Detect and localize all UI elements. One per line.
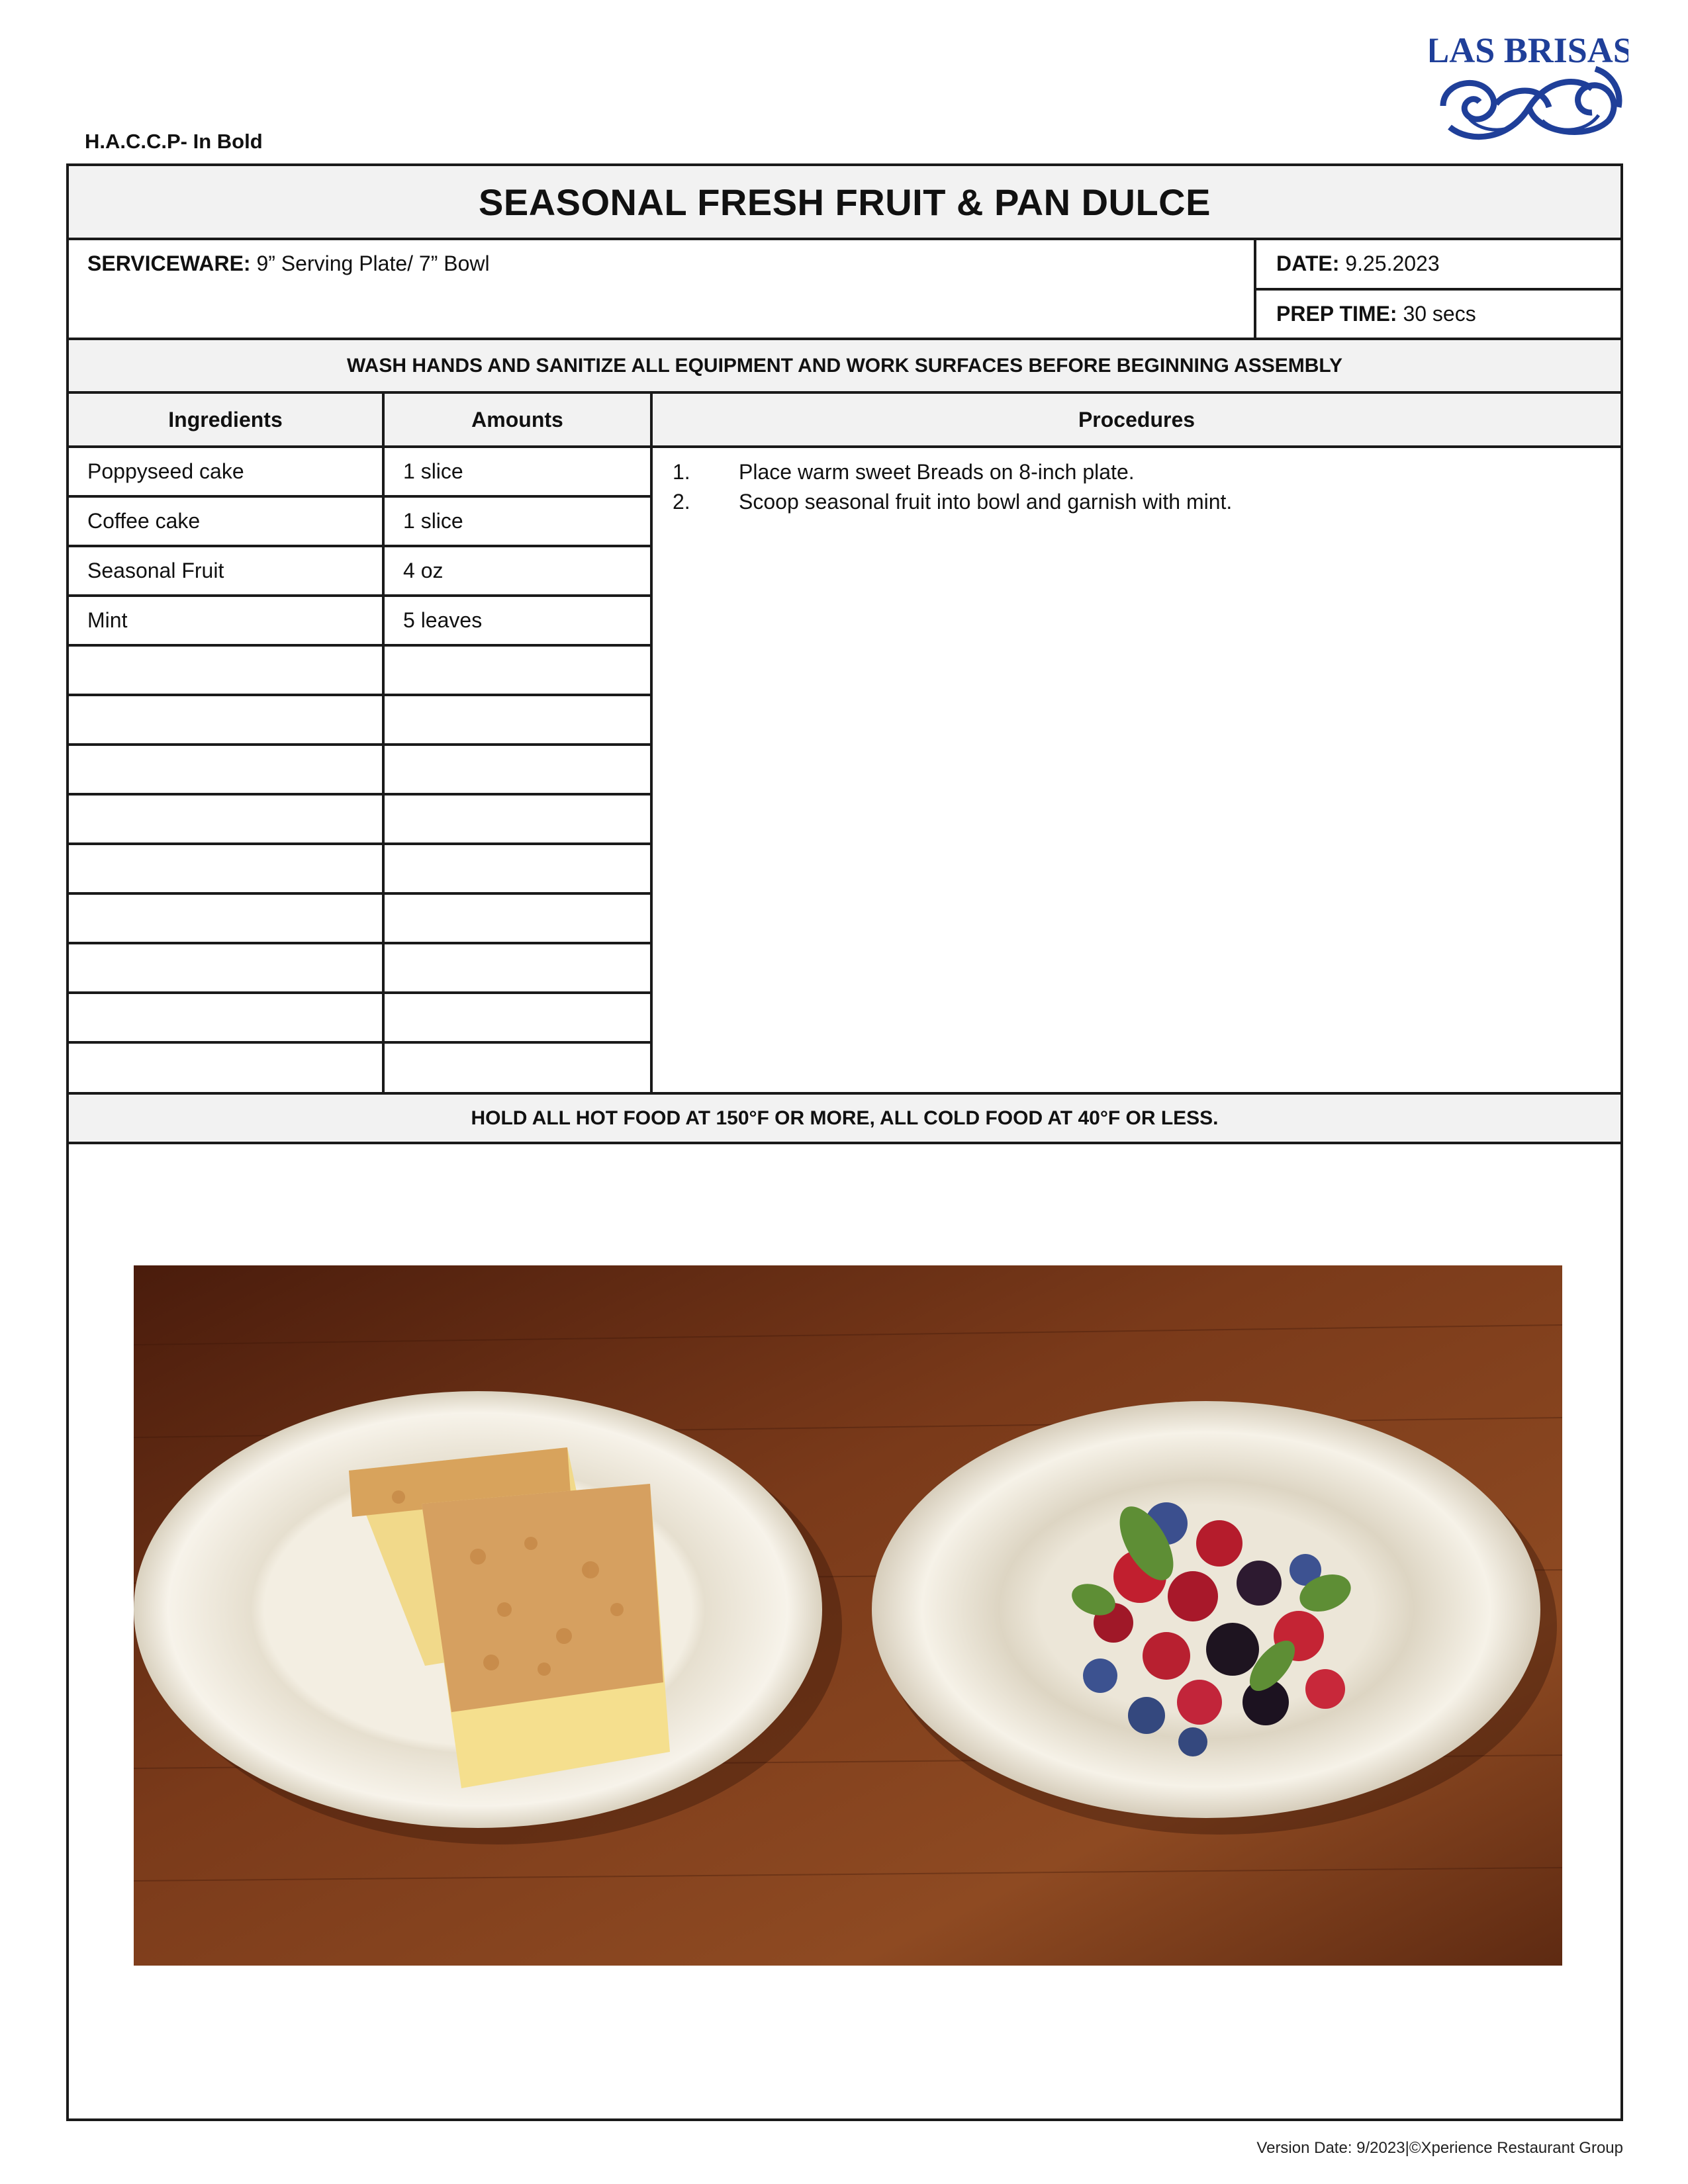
ingredient-amount — [385, 746, 653, 793]
date-label: DATE: — [1276, 251, 1340, 275]
table-row — [69, 696, 653, 746]
logo-text: LAS BRISAS — [1430, 30, 1628, 70]
ingredient-name — [69, 696, 385, 743]
table-row — [69, 547, 653, 597]
ingredients-header: Ingredients — [69, 394, 385, 448]
ingredient-name: Seasonal Fruit — [69, 547, 385, 594]
table-row — [69, 994, 653, 1044]
ingredient-amount — [385, 796, 653, 842]
recipe-card — [66, 163, 1623, 2121]
ingredient-name: Coffee cake — [69, 498, 385, 545]
serviceware-value: 9” Serving Plate/ 7” Bowl — [250, 251, 490, 275]
ingredient-name — [69, 1044, 385, 1093]
ingredient-amount — [385, 845, 653, 892]
date-value: 9.25.2023 — [1339, 251, 1440, 275]
table-row — [69, 448, 653, 498]
procedures-list — [653, 448, 1620, 1092]
procedure-text: Scoop seasonal fruit into bowl and garnish with mint. — [739, 490, 1233, 514]
prep-time-label: PREP TIME: — [1276, 302, 1397, 326]
prep-time-value: 30 secs — [1397, 302, 1476, 326]
hold-notice: HOLD ALL HOT FOOD AT 150°F OR MORE, ALL COLD FOOD AT 40°F OR LESS. — [69, 1092, 1620, 1144]
amounts-header: Amounts — [385, 394, 653, 448]
table-row — [69, 845, 653, 895]
serviceware-cell — [69, 240, 1256, 340]
las-brisas-logo — [1430, 28, 1628, 144]
ingredient-name — [69, 994, 385, 1041]
ingredient-name — [69, 746, 385, 793]
ingredient-amount: 1 slice — [385, 448, 653, 495]
ingredients-table — [69, 448, 653, 1093]
haccp-note: H.A.C.C.P- In Bold — [85, 130, 263, 153]
procedure-number: 1. — [673, 460, 690, 484]
recipe-title: SEASONAL FRESH FRUIT & PAN DULCE — [69, 166, 1620, 240]
dish-photo — [134, 1265, 1562, 1966]
table-row — [69, 647, 653, 696]
table-row — [69, 796, 653, 845]
ingredient-amount — [385, 944, 653, 991]
ingredient-amount: 5 leaves — [385, 597, 653, 644]
wash-notice: WASH HANDS AND SANITIZE ALL EQUIPMENT AND WORK SURFACES BEFORE BEGINNING ASSEMBLY — [69, 340, 1620, 394]
table-row — [69, 944, 653, 994]
ingredient-amount: 4 oz — [385, 547, 653, 594]
table-row — [69, 746, 653, 796]
ingredient-name: Mint — [69, 597, 385, 644]
ingredient-amount — [385, 647, 653, 694]
ingredient-name — [69, 845, 385, 892]
procedures-header: Procedures — [653, 394, 1620, 448]
table-row — [69, 498, 653, 547]
list-item — [673, 457, 1620, 487]
procedure-number: 2. — [673, 490, 690, 514]
table-row — [69, 895, 653, 944]
ingredient-amount — [385, 895, 653, 942]
date-cell — [1256, 240, 1620, 291]
list-item — [673, 487, 1620, 517]
version-footer: Version Date: 9/2023|©Xperience Restaurant Group — [1256, 2139, 1623, 2157]
ingredient-amount — [385, 1044, 653, 1093]
prep-time-cell — [1256, 291, 1620, 340]
table-row — [69, 1044, 653, 1093]
ingredient-name — [69, 895, 385, 942]
ingredient-amount — [385, 696, 653, 743]
procedure-text: Place warm sweet Breads on 8-inch plate. — [739, 460, 1135, 484]
ingredient-name — [69, 647, 385, 694]
serviceware-label: SERVICEWARE: — [87, 251, 251, 275]
ingredient-name — [69, 796, 385, 842]
ingredient-amount: 1 slice — [385, 498, 653, 545]
ingredient-name: Poppyseed cake — [69, 448, 385, 495]
ingredient-amount — [385, 994, 653, 1041]
ingredient-name — [69, 944, 385, 991]
table-row — [69, 597, 653, 647]
